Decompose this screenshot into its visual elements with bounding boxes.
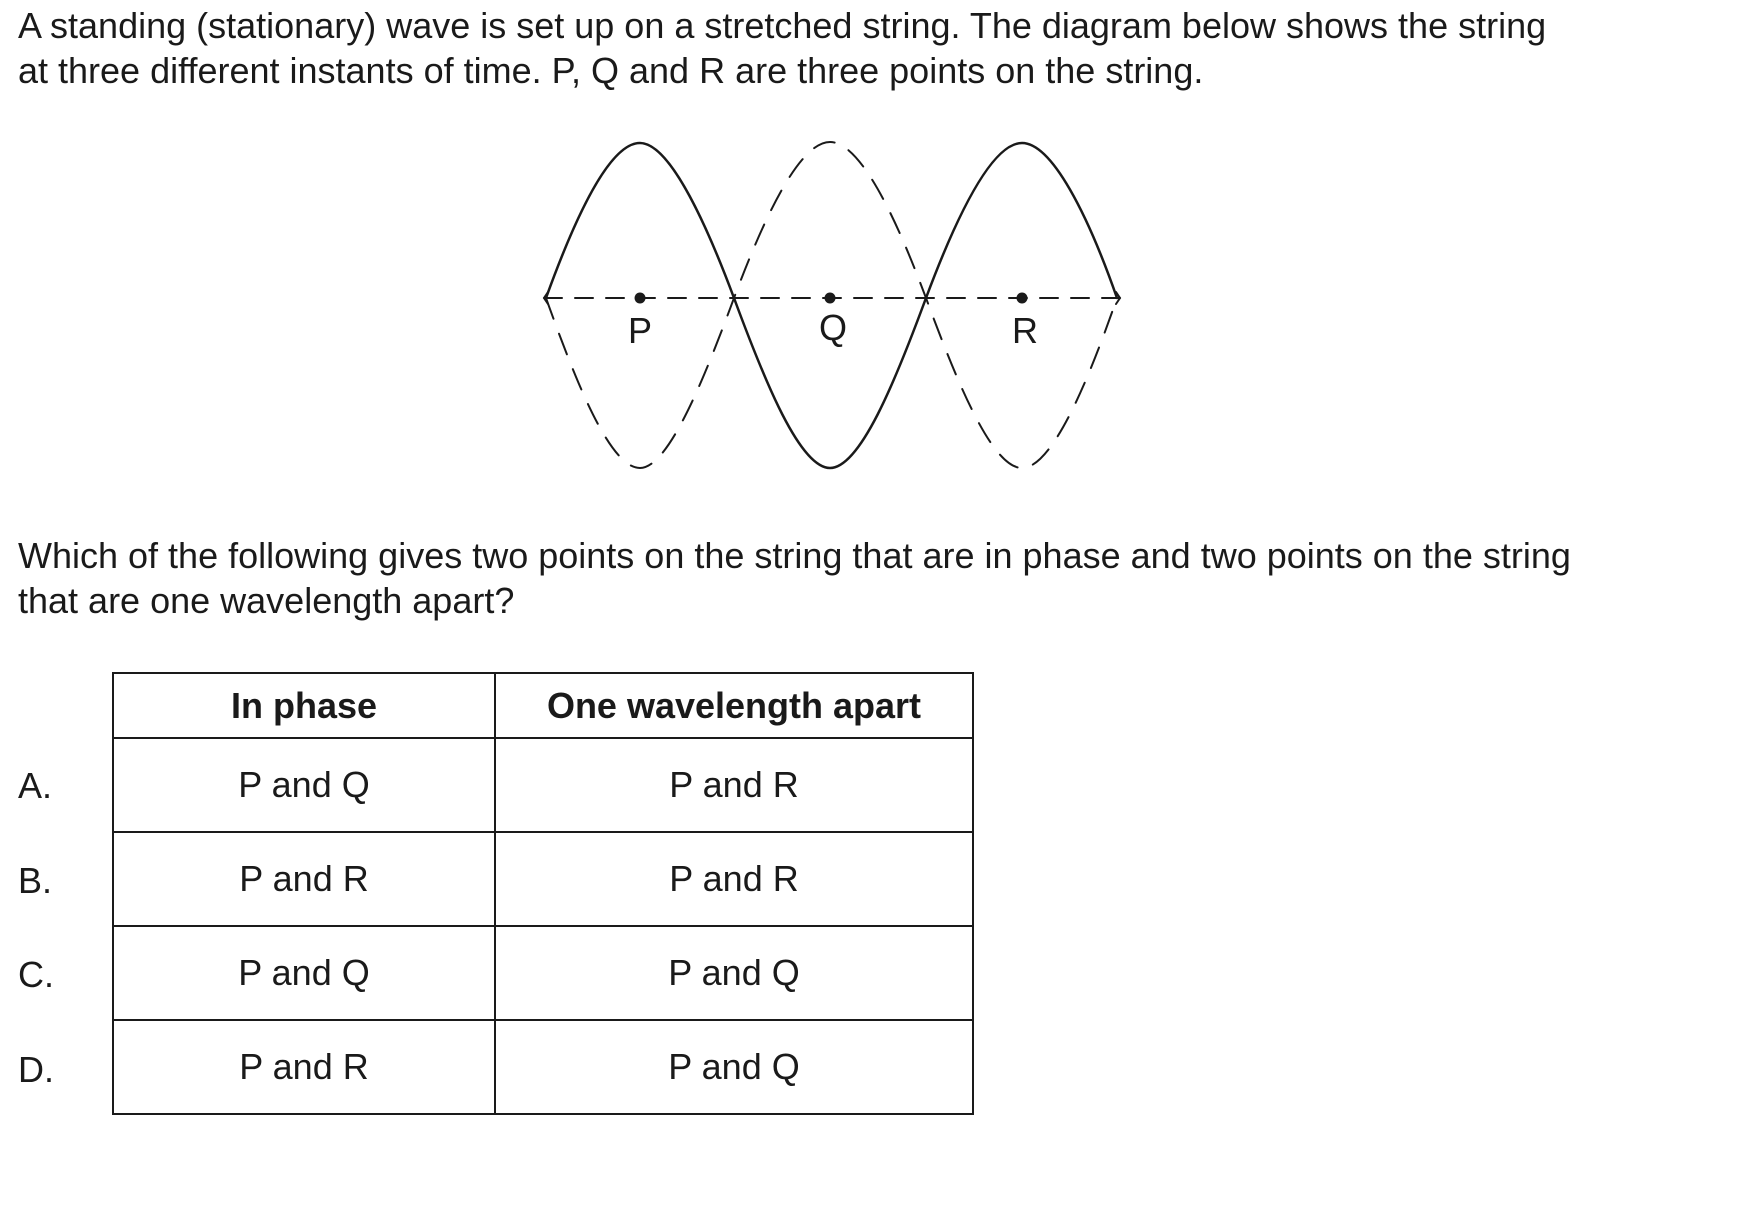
standing-wave-diagram [0, 0, 1737, 520]
option-a-letter[interactable]: A. [18, 765, 53, 806]
intro-line-2: at three different instants of time. P, Q and R are three points on the string. [18, 50, 1204, 91]
table-cell-in-phase: P and Q [113, 738, 495, 832]
header-one-wavelength-apart: One wavelength apart [495, 673, 973, 738]
question-line-2: that are one wavelength apart? [18, 580, 515, 621]
table-cell-wavelength-apart: P and Q [495, 926, 973, 1020]
question-paragraph [18, 533, 1571, 623]
point-q-label: Q [818, 307, 848, 348]
option-c-letter[interactable]: C. [18, 954, 54, 995]
string-solid-curve [546, 143, 1117, 468]
table-row-b [113, 832, 973, 926]
answer-table [112, 672, 974, 1115]
option-d-letter[interactable]: D. [18, 1049, 54, 1090]
table-row-d [113, 1020, 973, 1114]
table-header-row [113, 673, 973, 738]
point-r-dot [1017, 293, 1028, 304]
option-b-letter[interactable]: B. [18, 860, 53, 901]
table-cell-in-phase: P and Q [113, 926, 495, 1020]
header-in-phase: In phase [113, 673, 495, 738]
intro-line-1: A standing (stationary) wave is set up on a stretched string. The diagram below shows the string [18, 5, 1547, 46]
point-p-label: P [627, 310, 653, 351]
table-cell-in-phase: P and R [113, 832, 495, 926]
point-r-label: R [1012, 310, 1038, 351]
table-row-c [113, 926, 973, 1020]
table-row-a [113, 738, 973, 832]
table-cell-wavelength-apart: P and R [495, 738, 973, 832]
question-line-1: Which of the following gives two points on the string that are in phase and two points on the string [18, 535, 1571, 576]
point-p-dot [635, 293, 646, 304]
table-cell-in-phase: P and R [113, 1020, 495, 1114]
string-dashed-curve [546, 142, 1117, 468]
table-cell-wavelength-apart: P and Q [495, 1020, 973, 1114]
point-q-dot [825, 293, 836, 304]
table-cell-wavelength-apart: P and R [495, 832, 973, 926]
